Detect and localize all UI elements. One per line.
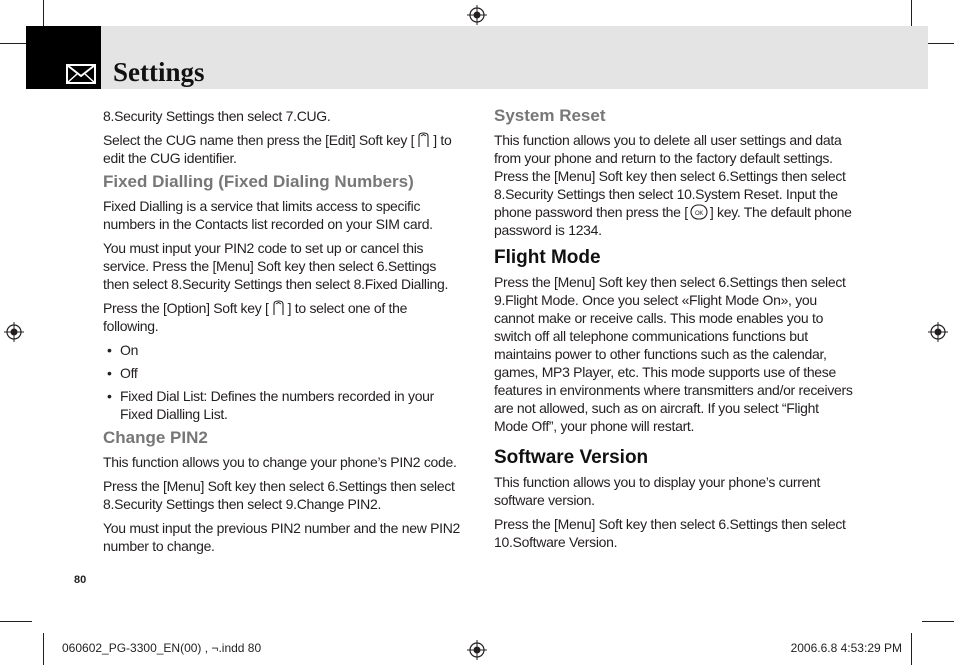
registration-mark-icon [928, 322, 948, 342]
soft-key-icon [416, 132, 431, 148]
paragraph: Press the [Menu] Soft key then select 6.Settings then select 9.Flight Mode. Once you select «Flight Mode On», you cannot make or receive calls. This mode enables you to switch off all telephone communications functions but maintains power to other functions such as the calendar, games, MP3 Player, etc. This mode supports use of these features in environments where transmitters and/or receivers are not allowed, such as on aircraft. If you select “Flight Mode Off”, your phone will restart. [494, 274, 853, 434]
option-list [103, 341, 465, 423]
footer-file-info: 060602_PG-3300_EN(00) , ¬.indd 80 [62, 641, 262, 655]
paragraph: Fixed Dialling is a service that limits access to specific numbers in the Contacts list recorded on your SIM card. [103, 198, 433, 232]
svg-text:OK: OK [694, 211, 703, 217]
crop-mark [0, 621, 32, 622]
page-number: 80 [74, 574, 87, 586]
list-item: • Fixed Dial List: Defines the numbers recorded in your Fixed Dialling List. [107, 387, 465, 423]
paragraph: You must input the previous PIN2 number and the new PIN2 number to change. [103, 520, 461, 554]
paragraph: Press the [Option] Soft key [ ] to select one of the following. [103, 300, 408, 334]
right-column [494, 107, 854, 557]
section-heading: Flight Mode [494, 247, 601, 268]
page-title: Settings [113, 57, 205, 87]
section-heading: Change PIN2 [103, 428, 208, 447]
paragraph: This function allows you to delete all user settings and data from your phone and return to the factory default settings. Press the [Menu] Soft key then select 6.Settings then select 8.Security Settings then select 10.System Reset. Input the phone password then press the [ OK ] key. The default phone password is 1234. [494, 132, 852, 238]
soft-key-icon [271, 300, 286, 316]
registration-mark-icon [467, 5, 487, 25]
ok-key-icon [690, 204, 708, 220]
crop-mark [922, 621, 954, 622]
paragraph: This function allows you to display your phone’s current software version. [494, 474, 821, 508]
paragraph: Select the CUG name then press the [Edit] Soft key [ ] to edit the CUG identifier. [103, 132, 452, 166]
section-heading: System Reset [494, 106, 606, 125]
paragraph: You must input your PIN2 code to set up or cancel this service. Press the [Menu] Soft key then select 6.Settings then select 8.Security Settings then select 8.Fixed Dialling. [103, 240, 449, 292]
section-heading: Software Version [494, 447, 649, 468]
list-item: • On [107, 341, 465, 359]
paragraph: This function allows you to change your phone’s PIN2 code. [103, 454, 457, 470]
paragraph: Press the [Menu] Soft key then select 6.Settings then select 10.Software Version. [494, 516, 846, 550]
crop-mark [911, 633, 912, 665]
left-column [103, 107, 465, 561]
registration-mark-icon [4, 322, 24, 342]
registration-mark-icon [467, 640, 487, 660]
list-item: • Off [107, 364, 465, 382]
crop-mark [43, 633, 44, 665]
paragraph: 8.Security Settings then select 7.CUG. [103, 108, 331, 124]
paragraph: Press the [Menu] Soft key then select 6.Settings then select 8.Security Settings then select 9.Change PIN2. [103, 478, 455, 512]
section-heading: Fixed Dialling (Fixed Dialing Numbers) [103, 172, 414, 191]
envelope-icon [65, 63, 97, 85]
footer-timestamp: 2006.6.8 4:53:29 PM [790, 641, 902, 655]
